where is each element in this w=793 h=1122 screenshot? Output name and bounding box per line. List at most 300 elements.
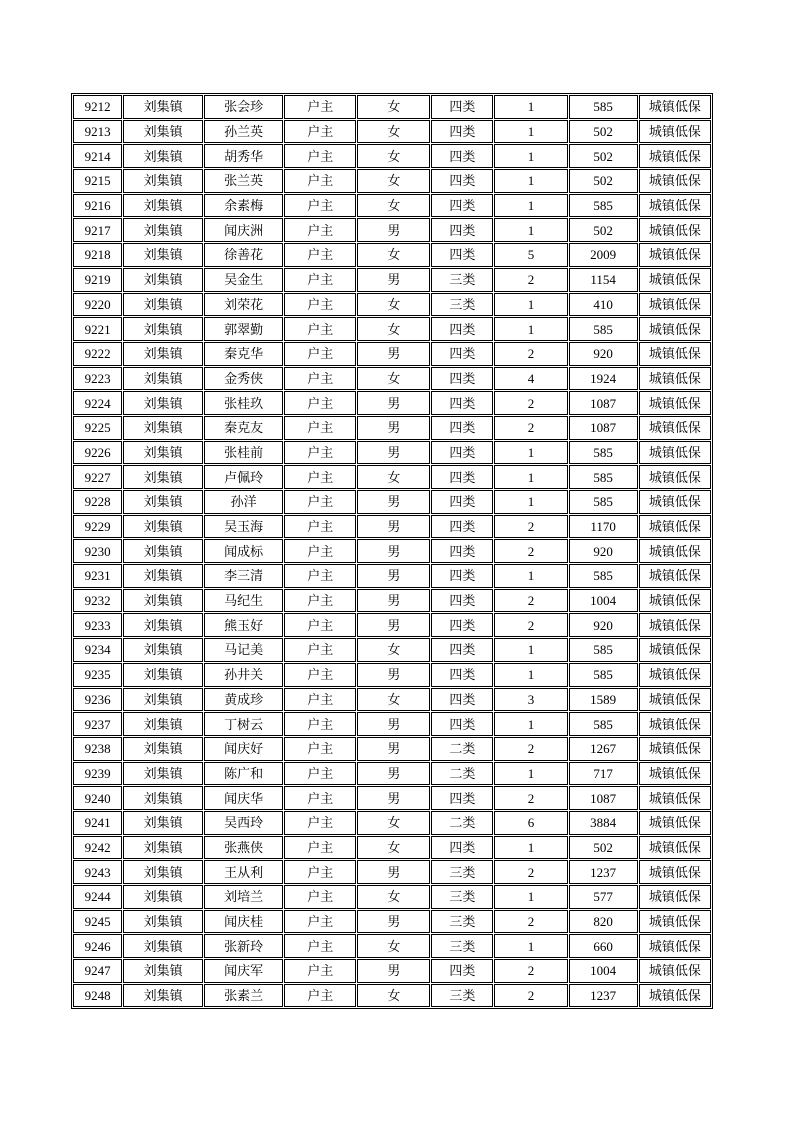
town-cell: 刘集镇 — [123, 762, 203, 786]
table-row — [73, 613, 711, 637]
town-cell: 刘集镇 — [123, 638, 203, 662]
amount-cell: 3884 — [569, 811, 638, 835]
name-cell: 孙洋 — [204, 490, 283, 514]
name-cell: 孙兰英 — [204, 120, 283, 144]
table-row — [73, 342, 711, 366]
table-row — [73, 391, 711, 415]
amount-cell: 1237 — [569, 860, 638, 884]
assistance-type-cell: 城镇低保 — [639, 959, 711, 983]
amount-cell: 1924 — [569, 367, 638, 391]
table-row — [73, 910, 711, 934]
name-cell: 陈广和 — [204, 762, 283, 786]
name-cell: 张桂玖 — [204, 391, 283, 415]
category-cell: 四类 — [431, 663, 493, 687]
serial-number-cell: 9236 — [73, 688, 122, 712]
person-count-cell: 2 — [494, 391, 567, 415]
name-cell: 马记美 — [204, 638, 283, 662]
assistance-type-cell: 城镇低保 — [639, 910, 711, 934]
category-cell: 四类 — [431, 539, 493, 563]
category-cell: 四类 — [431, 243, 493, 267]
amount-cell: 1004 — [569, 589, 638, 613]
person-count-cell: 2 — [494, 589, 567, 613]
category-cell: 二类 — [431, 737, 493, 761]
gender-cell: 女 — [357, 194, 430, 218]
serial-number-cell: 9245 — [73, 910, 122, 934]
serial-number-cell: 9215 — [73, 169, 122, 193]
serial-number-cell: 9229 — [73, 515, 122, 539]
name-cell: 黄成珍 — [204, 688, 283, 712]
gender-cell: 男 — [357, 268, 430, 292]
person-count-cell: 1 — [494, 490, 567, 514]
name-cell: 张桂前 — [204, 441, 283, 465]
gender-cell: 男 — [357, 589, 430, 613]
person-count-cell: 2 — [494, 539, 567, 563]
category-cell: 四类 — [431, 589, 493, 613]
category-cell: 二类 — [431, 811, 493, 835]
serial-number-cell: 9243 — [73, 860, 122, 884]
serial-number-cell: 9234 — [73, 638, 122, 662]
category-cell: 四类 — [431, 416, 493, 440]
serial-number-cell: 9213 — [73, 120, 122, 144]
category-cell: 四类 — [431, 688, 493, 712]
table-row — [73, 367, 711, 391]
person-count-cell: 1 — [494, 293, 567, 317]
householder-relation-cell: 户主 — [284, 638, 356, 662]
town-cell: 刘集镇 — [123, 465, 203, 489]
category-cell: 四类 — [431, 169, 493, 193]
name-cell: 张燕侠 — [204, 836, 283, 860]
amount-cell: 502 — [569, 144, 638, 168]
assistance-type-cell: 城镇低保 — [639, 984, 711, 1008]
assistance-type-cell: 城镇低保 — [639, 243, 711, 267]
amount-cell: 920 — [569, 342, 638, 366]
table-row — [73, 959, 711, 983]
town-cell: 刘集镇 — [123, 589, 203, 613]
assistance-type-cell: 城镇低保 — [639, 762, 711, 786]
town-cell: 刘集镇 — [123, 144, 203, 168]
amount-cell: 585 — [569, 638, 638, 662]
gender-cell: 男 — [357, 564, 430, 588]
person-count-cell: 2 — [494, 268, 567, 292]
gender-cell: 男 — [357, 416, 430, 440]
table-row — [73, 194, 711, 218]
amount-cell: 502 — [569, 836, 638, 860]
person-count-cell: 2 — [494, 786, 567, 810]
serial-number-cell: 9242 — [73, 836, 122, 860]
assistance-type-cell: 城镇低保 — [639, 564, 711, 588]
table-row — [73, 638, 711, 662]
serial-number-cell: 9237 — [73, 712, 122, 736]
town-cell: 刘集镇 — [123, 194, 203, 218]
town-cell: 刘集镇 — [123, 367, 203, 391]
assistance-type-cell: 城镇低保 — [639, 490, 711, 514]
assistance-type-cell: 城镇低保 — [639, 934, 711, 958]
name-cell: 张素兰 — [204, 984, 283, 1008]
category-cell: 四类 — [431, 367, 493, 391]
householder-relation-cell: 户主 — [284, 416, 356, 440]
person-count-cell: 1 — [494, 712, 567, 736]
serial-number-cell: 9218 — [73, 243, 122, 267]
householder-relation-cell: 户主 — [284, 169, 356, 193]
householder-relation-cell: 户主 — [284, 811, 356, 835]
householder-relation-cell: 户主 — [284, 218, 356, 242]
amount-cell: 410 — [569, 293, 638, 317]
assistance-type-cell: 城镇低保 — [639, 885, 711, 909]
gender-cell: 女 — [357, 984, 430, 1008]
serial-number-cell: 9223 — [73, 367, 122, 391]
assistance-type-cell: 城镇低保 — [639, 120, 711, 144]
amount-cell: 1267 — [569, 737, 638, 761]
amount-cell: 502 — [569, 218, 638, 242]
gender-cell: 男 — [357, 762, 430, 786]
serial-number-cell: 9235 — [73, 663, 122, 687]
gender-cell: 女 — [357, 95, 430, 119]
serial-number-cell: 9222 — [73, 342, 122, 366]
town-cell: 刘集镇 — [123, 243, 203, 267]
category-cell: 三类 — [431, 984, 493, 1008]
category-cell: 四类 — [431, 465, 493, 489]
assistance-type-cell: 城镇低保 — [639, 194, 711, 218]
town-cell: 刘集镇 — [123, 441, 203, 465]
town-cell: 刘集镇 — [123, 836, 203, 860]
table-row — [73, 836, 711, 860]
amount-cell: 585 — [569, 194, 638, 218]
gender-cell: 男 — [357, 663, 430, 687]
category-cell: 三类 — [431, 910, 493, 934]
householder-relation-cell: 户主 — [284, 441, 356, 465]
person-count-cell: 1 — [494, 144, 567, 168]
table-row — [73, 416, 711, 440]
category-cell: 四类 — [431, 194, 493, 218]
table-row — [73, 169, 711, 193]
householder-relation-cell: 户主 — [284, 391, 356, 415]
town-cell: 刘集镇 — [123, 317, 203, 341]
person-count-cell: 1 — [494, 441, 567, 465]
amount-cell: 585 — [569, 95, 638, 119]
name-cell: 郭翠勤 — [204, 317, 283, 341]
assistance-type-cell: 城镇低保 — [639, 391, 711, 415]
gender-cell: 女 — [357, 836, 430, 860]
town-cell: 刘集镇 — [123, 268, 203, 292]
householder-relation-cell: 户主 — [284, 194, 356, 218]
gender-cell: 女 — [357, 169, 430, 193]
category-cell: 四类 — [431, 712, 493, 736]
householder-relation-cell: 户主 — [284, 663, 356, 687]
assistance-type-cell: 城镇低保 — [639, 860, 711, 884]
person-count-cell: 2 — [494, 342, 567, 366]
table-row — [73, 293, 711, 317]
gender-cell: 男 — [357, 515, 430, 539]
gender-cell: 女 — [357, 688, 430, 712]
amount-cell: 1087 — [569, 416, 638, 440]
person-count-cell: 1 — [494, 762, 567, 786]
serial-number-cell: 9239 — [73, 762, 122, 786]
category-cell: 四类 — [431, 391, 493, 415]
serial-number-cell: 9219 — [73, 268, 122, 292]
amount-cell: 585 — [569, 564, 638, 588]
category-cell: 四类 — [431, 441, 493, 465]
category-cell: 四类 — [431, 490, 493, 514]
serial-number-cell: 9224 — [73, 391, 122, 415]
serial-number-cell: 9220 — [73, 293, 122, 317]
householder-relation-cell: 户主 — [284, 786, 356, 810]
name-cell: 吴金生 — [204, 268, 283, 292]
name-cell: 刘荣花 — [204, 293, 283, 317]
category-cell: 四类 — [431, 95, 493, 119]
assistance-type-cell: 城镇低保 — [639, 811, 711, 835]
amount-cell: 585 — [569, 712, 638, 736]
category-cell: 四类 — [431, 613, 493, 637]
name-cell: 闻庆好 — [204, 737, 283, 761]
assistance-type-cell: 城镇低保 — [639, 169, 711, 193]
amount-cell: 577 — [569, 885, 638, 909]
serial-number-cell: 9240 — [73, 786, 122, 810]
table-row — [73, 490, 711, 514]
householder-relation-cell: 户主 — [284, 613, 356, 637]
serial-number-cell: 9244 — [73, 885, 122, 909]
gender-cell: 男 — [357, 539, 430, 563]
gender-cell: 男 — [357, 959, 430, 983]
name-cell: 秦克友 — [204, 416, 283, 440]
serial-number-cell: 9241 — [73, 811, 122, 835]
town-cell: 刘集镇 — [123, 959, 203, 983]
town-cell: 刘集镇 — [123, 169, 203, 193]
householder-relation-cell: 户主 — [284, 539, 356, 563]
town-cell: 刘集镇 — [123, 539, 203, 563]
name-cell: 张兰英 — [204, 169, 283, 193]
category-cell: 四类 — [431, 342, 493, 366]
table-row — [73, 984, 711, 1008]
assistance-type-cell: 城镇低保 — [639, 638, 711, 662]
person-count-cell: 2 — [494, 613, 567, 637]
town-cell: 刘集镇 — [123, 811, 203, 835]
householder-relation-cell: 户主 — [284, 144, 356, 168]
category-cell: 二类 — [431, 762, 493, 786]
amount-cell: 502 — [569, 169, 638, 193]
person-count-cell: 1 — [494, 465, 567, 489]
town-cell: 刘集镇 — [123, 120, 203, 144]
category-cell: 四类 — [431, 317, 493, 341]
serial-number-cell: 9221 — [73, 317, 122, 341]
person-count-cell: 1 — [494, 169, 567, 193]
amount-cell: 502 — [569, 120, 638, 144]
gender-cell: 女 — [357, 144, 430, 168]
gender-cell: 男 — [357, 786, 430, 810]
householder-relation-cell: 户主 — [284, 268, 356, 292]
name-cell: 熊玉好 — [204, 613, 283, 637]
table-row — [73, 564, 711, 588]
amount-cell: 1589 — [569, 688, 638, 712]
serial-number-cell: 9230 — [73, 539, 122, 563]
amount-cell: 920 — [569, 539, 638, 563]
assistance-type-cell: 城镇低保 — [639, 441, 711, 465]
householder-relation-cell: 户主 — [284, 959, 356, 983]
name-cell: 张新玲 — [204, 934, 283, 958]
serial-number-cell: 9231 — [73, 564, 122, 588]
name-cell: 余素梅 — [204, 194, 283, 218]
householder-relation-cell: 户主 — [284, 885, 356, 909]
town-cell: 刘集镇 — [123, 860, 203, 884]
town-cell: 刘集镇 — [123, 688, 203, 712]
assistance-type-cell: 城镇低保 — [639, 317, 711, 341]
assistance-type-cell: 城镇低保 — [639, 293, 711, 317]
category-cell: 三类 — [431, 293, 493, 317]
table-row — [73, 539, 711, 563]
person-count-cell: 6 — [494, 811, 567, 835]
gender-cell: 男 — [357, 737, 430, 761]
person-count-cell: 2 — [494, 910, 567, 934]
category-cell: 四类 — [431, 638, 493, 662]
assistance-type-cell: 城镇低保 — [639, 737, 711, 761]
person-count-cell: 1 — [494, 218, 567, 242]
householder-relation-cell: 户主 — [284, 762, 356, 786]
gender-cell: 男 — [357, 391, 430, 415]
category-cell: 三类 — [431, 268, 493, 292]
name-cell: 闻庆华 — [204, 786, 283, 810]
householder-relation-cell: 户主 — [284, 243, 356, 267]
assistance-type-cell: 城镇低保 — [639, 515, 711, 539]
person-count-cell: 1 — [494, 934, 567, 958]
householder-relation-cell: 户主 — [284, 490, 356, 514]
person-count-cell: 1 — [494, 638, 567, 662]
town-cell: 刘集镇 — [123, 663, 203, 687]
serial-number-cell: 9233 — [73, 613, 122, 637]
householder-relation-cell: 户主 — [284, 860, 356, 884]
table-row — [73, 811, 711, 835]
gender-cell: 女 — [357, 293, 430, 317]
category-cell: 四类 — [431, 836, 493, 860]
person-count-cell: 1 — [494, 194, 567, 218]
assistance-type-cell: 城镇低保 — [639, 218, 711, 242]
amount-cell: 585 — [569, 490, 638, 514]
assistance-type-cell: 城镇低保 — [639, 712, 711, 736]
serial-number-cell: 9238 — [73, 737, 122, 761]
gender-cell: 男 — [357, 613, 430, 637]
person-count-cell: 2 — [494, 737, 567, 761]
table-row — [73, 589, 711, 613]
town-cell: 刘集镇 — [123, 910, 203, 934]
householder-relation-cell: 户主 — [284, 515, 356, 539]
gender-cell: 男 — [357, 910, 430, 934]
gender-cell: 女 — [357, 367, 430, 391]
assistance-type-cell: 城镇低保 — [639, 268, 711, 292]
table-row — [73, 218, 711, 242]
town-cell: 刘集镇 — [123, 934, 203, 958]
category-cell: 四类 — [431, 786, 493, 810]
table-row — [73, 712, 711, 736]
town-cell: 刘集镇 — [123, 712, 203, 736]
name-cell: 丁树云 — [204, 712, 283, 736]
town-cell: 刘集镇 — [123, 293, 203, 317]
town-cell: 刘集镇 — [123, 490, 203, 514]
town-cell: 刘集镇 — [123, 885, 203, 909]
table-body — [73, 95, 711, 1007]
serial-number-cell: 9227 — [73, 465, 122, 489]
gender-cell: 男 — [357, 712, 430, 736]
name-cell: 闻庆军 — [204, 959, 283, 983]
gender-cell: 女 — [357, 934, 430, 958]
serial-number-cell: 9228 — [73, 490, 122, 514]
category-cell: 三类 — [431, 885, 493, 909]
serial-number-cell: 9226 — [73, 441, 122, 465]
householder-relation-cell: 户主 — [284, 465, 356, 489]
person-count-cell: 2 — [494, 860, 567, 884]
town-cell: 刘集镇 — [123, 786, 203, 810]
amount-cell: 585 — [569, 465, 638, 489]
table-row — [73, 885, 711, 909]
person-count-cell: 5 — [494, 243, 567, 267]
table-row — [73, 663, 711, 687]
assistance-type-cell: 城镇低保 — [639, 688, 711, 712]
town-cell: 刘集镇 — [123, 342, 203, 366]
serial-number-cell: 9217 — [73, 218, 122, 242]
town-cell: 刘集镇 — [123, 416, 203, 440]
householder-relation-cell: 户主 — [284, 934, 356, 958]
town-cell: 刘集镇 — [123, 218, 203, 242]
town-cell: 刘集镇 — [123, 613, 203, 637]
table-row — [73, 120, 711, 144]
table-row — [73, 688, 711, 712]
table-row — [73, 441, 711, 465]
person-count-cell: 2 — [494, 984, 567, 1008]
assistance-type-cell: 城镇低保 — [639, 613, 711, 637]
householder-relation-cell: 户主 — [284, 342, 356, 366]
person-count-cell: 2 — [494, 416, 567, 440]
amount-cell: 1087 — [569, 786, 638, 810]
assistance-type-cell: 城镇低保 — [639, 416, 711, 440]
table-row — [73, 243, 711, 267]
category-cell: 四类 — [431, 218, 493, 242]
person-count-cell: 1 — [494, 564, 567, 588]
name-cell: 王从利 — [204, 860, 283, 884]
assistance-type-cell: 城镇低保 — [639, 663, 711, 687]
householder-relation-cell: 户主 — [284, 836, 356, 860]
serial-number-cell: 9225 — [73, 416, 122, 440]
serial-number-cell: 9232 — [73, 589, 122, 613]
householder-relation-cell: 户主 — [284, 712, 356, 736]
name-cell: 孙井关 — [204, 663, 283, 687]
name-cell: 张会珍 — [204, 95, 283, 119]
serial-number-cell: 9247 — [73, 959, 122, 983]
gender-cell: 女 — [357, 465, 430, 489]
assistance-type-cell: 城镇低保 — [639, 836, 711, 860]
name-cell: 金秀侠 — [204, 367, 283, 391]
assistance-type-cell: 城镇低保 — [639, 95, 711, 119]
category-cell: 三类 — [431, 860, 493, 884]
table-row — [73, 786, 711, 810]
serial-number-cell: 9214 — [73, 144, 122, 168]
town-cell: 刘集镇 — [123, 95, 203, 119]
person-count-cell: 3 — [494, 688, 567, 712]
amount-cell: 1154 — [569, 268, 638, 292]
name-cell: 刘培兰 — [204, 885, 283, 909]
category-cell: 三类 — [431, 934, 493, 958]
amount-cell: 1170 — [569, 515, 638, 539]
assistance-type-cell: 城镇低保 — [639, 144, 711, 168]
table-row — [73, 465, 711, 489]
name-cell: 卢佩玲 — [204, 465, 283, 489]
gender-cell: 男 — [357, 441, 430, 465]
householder-relation-cell: 户主 — [284, 317, 356, 341]
assistance-type-cell: 城镇低保 — [639, 589, 711, 613]
serial-number-cell: 9248 — [73, 984, 122, 1008]
amount-cell: 660 — [569, 934, 638, 958]
table-row — [73, 317, 711, 341]
amount-cell: 585 — [569, 663, 638, 687]
person-count-cell: 4 — [494, 367, 567, 391]
town-cell: 刘集镇 — [123, 515, 203, 539]
name-cell: 李三清 — [204, 564, 283, 588]
